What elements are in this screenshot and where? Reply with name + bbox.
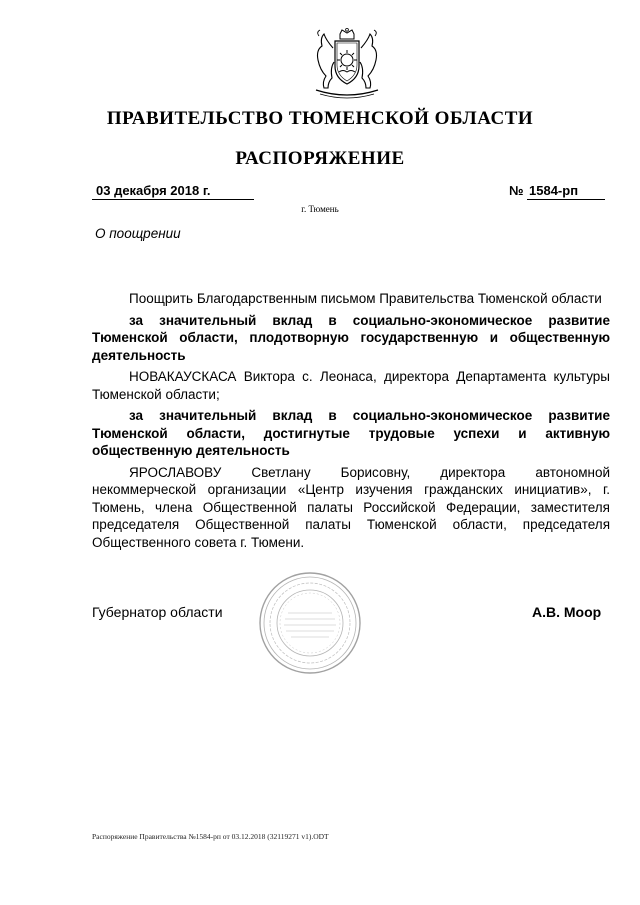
signatory-name: А.В. Моор xyxy=(532,604,602,620)
body-paragraph-reason-1: за значительный вклад в социально-экономическое развитие Тюменской области, плодотворную государственную и общественную деятельность xyxy=(92,312,610,363)
body-paragraph-reason-2: за значительный вклад в социально-экономическое развитие Тюменской области, достигнутые трудовые успехи и активную общественную деятельность xyxy=(92,408,610,458)
document-number-block xyxy=(509,183,605,199)
official-seal-icon xyxy=(258,571,362,675)
document-body xyxy=(92,290,610,551)
document-date: 03 декабря 2018 г. xyxy=(92,183,254,200)
body-paragraph-person-1: НОВАКАУСКАСА Виктора с. Леонаса, директора Департамента культуры Тюменской области; xyxy=(92,369,610,402)
document-number: 1584-рп xyxy=(527,183,605,200)
government-title: ПРАВИТЕЛЬСТВО ТЮМЕНСКОЙ ОБЛАСТИ xyxy=(106,108,534,129)
document-type-title: РАСПОРЯЖЕНИЕ xyxy=(235,148,405,169)
body-paragraph-person-2: ЯРОСЛАВОВУ Светлану Борисовну, директора автономной некоммерческой организации «Центр изучения гражданских инициатив», г. Тюмень, члена Общественной палаты Российской Федерации, заместителя председателя Общественной палаты Тюменской области, председателя Общественного совета г. Тюмени. xyxy=(92,464,610,550)
signatory-position: Губернатор области xyxy=(92,604,223,620)
body-paragraph-intro: Поощрить Благодарственным письмом Правительства Тюменской области xyxy=(129,291,602,306)
document-footer: Распоряжение Правительства №1584-рп от 03.12.2018 (32119271 v1).ODT xyxy=(92,832,329,841)
number-sign: № xyxy=(509,183,524,198)
document-subject: О поощрении xyxy=(95,226,181,241)
city-label: г. Тюмень xyxy=(301,204,339,214)
coat-of-arms-icon xyxy=(306,28,388,102)
